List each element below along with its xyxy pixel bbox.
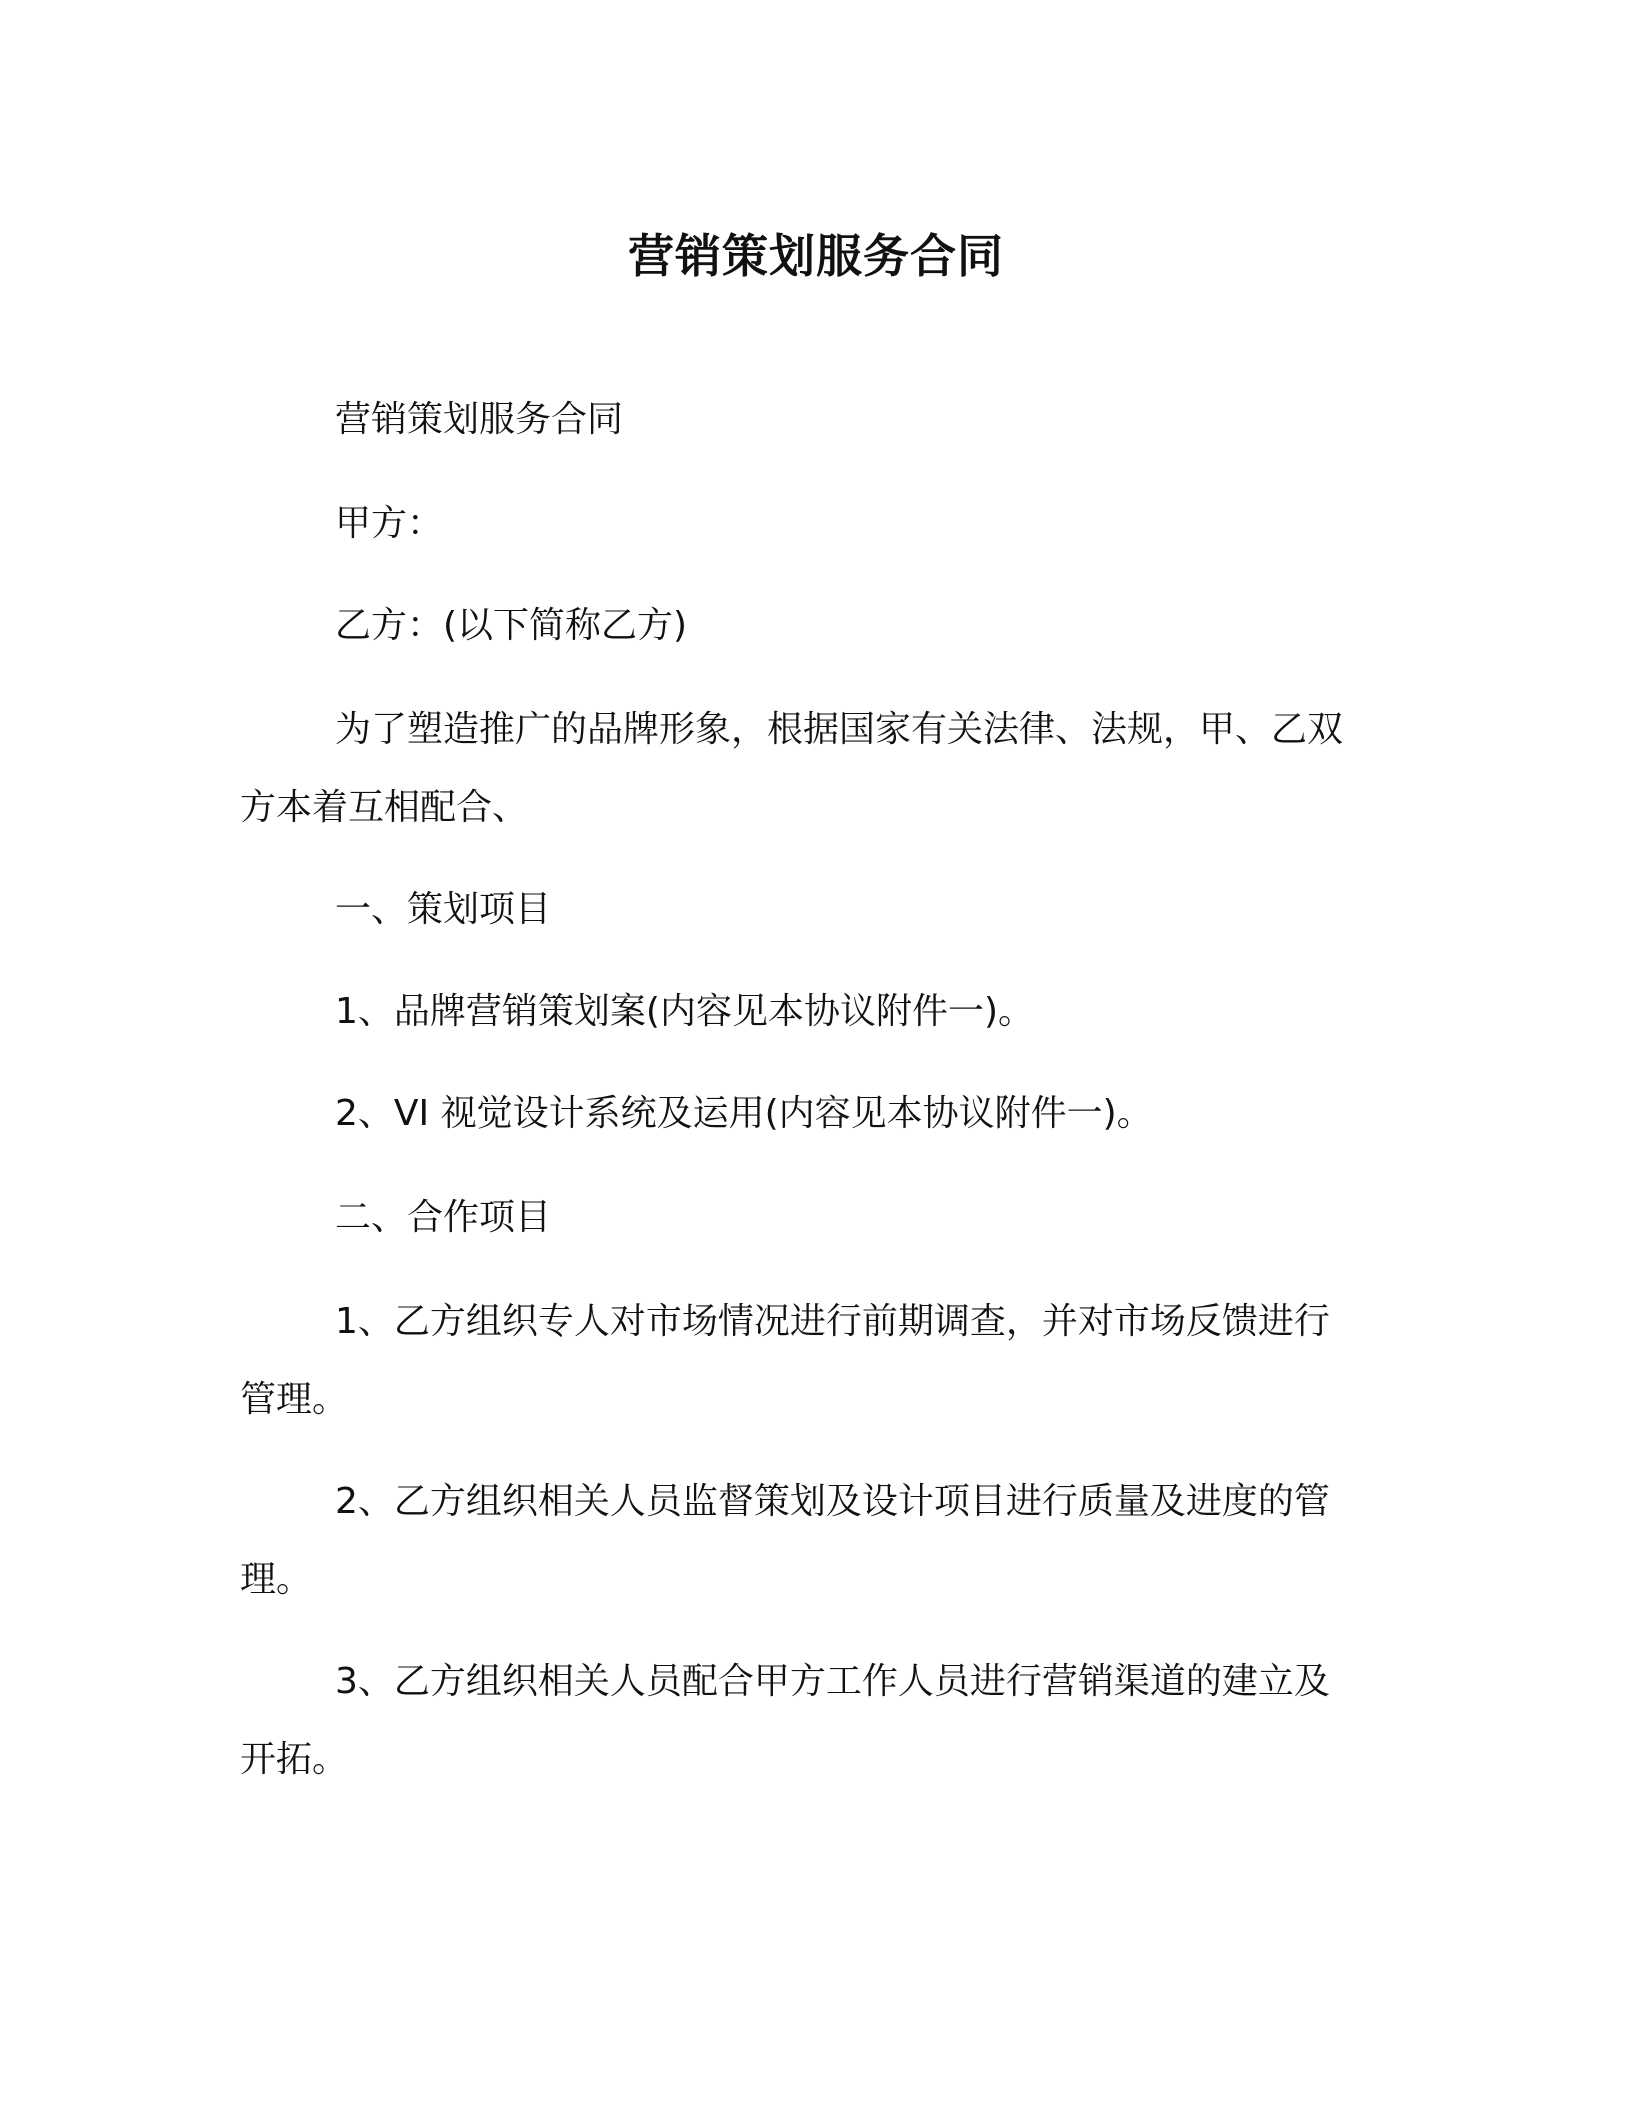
planning-item-1: 1、品牌营销策划案(内容见本协议附件一)。 xyxy=(335,991,1034,1032)
cooperation-item-3-line-1: 3、乙方组织相关人员配合甲方工作人员进行营销渠道的建立及 xyxy=(335,1661,1330,1702)
party-b-label: 乙方：(以下简称乙方) xyxy=(335,605,688,646)
cooperation-item-2-line-1: 2、乙方组织相关人员监督策划及设计项目进行质量及进度的管 xyxy=(335,1481,1330,1522)
cooperation-item-1-line-1: 1、乙方组织专人对市场情况进行前期调查，并对市场反馈进行 xyxy=(335,1301,1330,1342)
planning-item-2: 2、VI 视觉设计系统及运用(内容见本协议附件一)。 xyxy=(335,1093,1153,1134)
intro-paragraph-line-2: 方本着互相配合、 xyxy=(240,787,529,828)
party-a-label: 甲方： xyxy=(335,503,444,544)
cooperation-item-3-line-2: 开拓。 xyxy=(240,1739,349,1780)
intro-paragraph-line-1: 为了塑造推广的品牌形象，根据国家有关法律、法规，甲、乙双 xyxy=(335,709,1344,750)
contract-subtitle: 营销策划服务合同 xyxy=(335,399,624,440)
section-heading-cooperation: 二、合作项目 xyxy=(335,1197,552,1238)
section-heading-planning: 一、策划项目 xyxy=(335,889,552,930)
cooperation-item-2-line-2: 理。 xyxy=(240,1559,313,1600)
document-title: 营销策划服务合同 xyxy=(628,229,1004,283)
cooperation-item-1-line-2: 管理。 xyxy=(240,1379,349,1420)
